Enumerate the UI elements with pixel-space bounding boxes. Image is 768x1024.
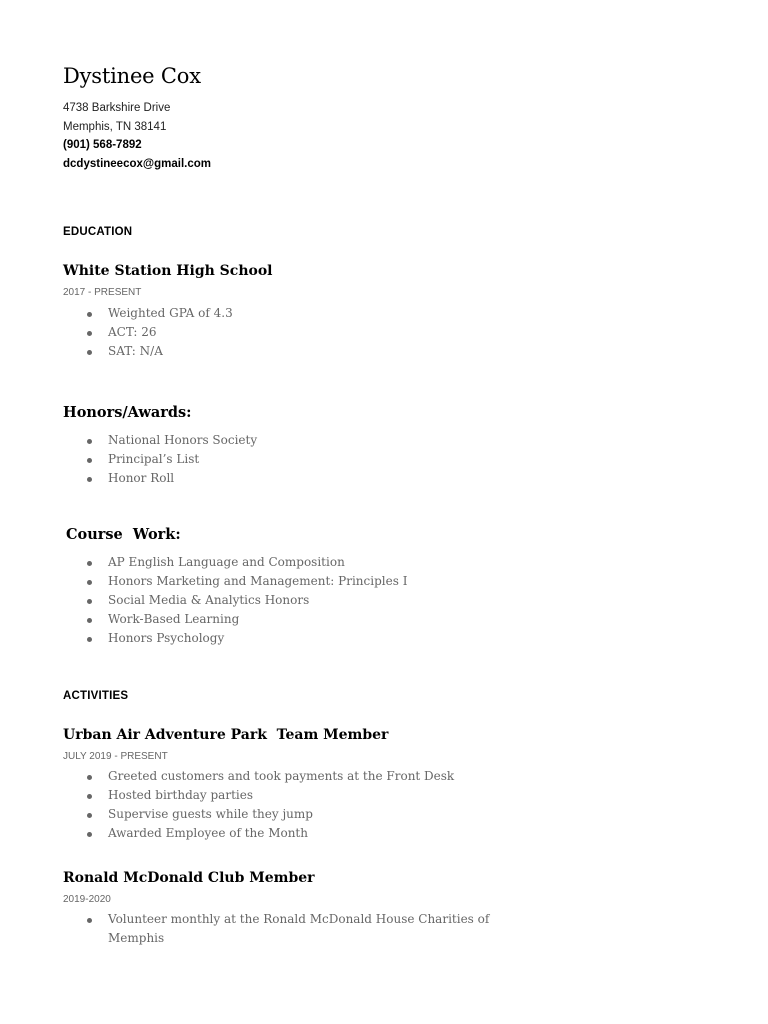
coursework-block	[63, 525, 498, 648]
list-item: ACT: 26	[63, 323, 498, 342]
bullet-icon	[87, 599, 92, 604]
coursework-bullet-list	[63, 553, 498, 648]
list-item: Social Media & Analytics Honors	[63, 591, 498, 610]
bullet-icon	[87, 637, 92, 642]
list-item: Awarded Employee of the Month	[63, 824, 498, 843]
bullet-icon	[87, 312, 92, 317]
activities-section-title: ACTIVITIES	[63, 690, 129, 702]
address-line-1: 4738 Barkshire Drive	[63, 102, 171, 114]
list-item: National Honors Society	[63, 431, 498, 450]
bullet-icon	[87, 477, 92, 482]
bullet-icon	[87, 458, 92, 463]
honors-bullet-list	[63, 431, 498, 488]
list-item: Volunteer monthly at the Ronald McDonald House Charities of Memphis	[63, 910, 498, 948]
education-section-title: EDUCATION	[63, 226, 133, 238]
bullet-icon	[87, 618, 92, 623]
activity-entry-urban-air	[63, 725, 498, 843]
bullet-icon	[87, 794, 92, 799]
bullet-icon	[87, 439, 92, 444]
activity-title: Urban Air Adventure Park Team Member	[63, 727, 389, 743]
resume-header	[63, 61, 211, 173]
bullet-icon	[87, 832, 92, 837]
bullet-icon	[87, 580, 92, 585]
bullet-icon	[87, 813, 92, 818]
bullet-icon	[87, 561, 92, 566]
activity-entry-ronald-mcdonald	[63, 868, 498, 948]
list-item: Weighted GPA of 4.3	[63, 304, 498, 323]
bullet-icon	[87, 350, 92, 355]
honors-title: Honors/Awards:	[63, 404, 192, 421]
list-item: Principal’s List	[63, 450, 498, 469]
address-line-2: Memphis, TN 38141	[63, 120, 167, 133]
activity-dates: 2019-2020	[63, 894, 111, 905]
school-name: White Station High School	[63, 263, 273, 279]
list-item: SAT: N/A	[63, 342, 498, 361]
list-item: Work-Based Learning	[63, 610, 498, 629]
bullet-icon	[87, 918, 92, 923]
activity-dates: JULY 2019 - PRESENT	[63, 751, 168, 762]
list-item: Honors Psychology	[63, 629, 498, 648]
bullet-icon	[87, 775, 92, 780]
phone-number: (901) 568-7892	[63, 139, 142, 151]
list-item: Hosted birthday parties	[63, 786, 498, 805]
education-dates: 2017 - PRESENT	[63, 287, 142, 298]
activity-title: Ronald McDonald Club Member	[63, 870, 315, 886]
education-entry	[63, 261, 498, 361]
applicant-name: Dystinee Cox	[63, 64, 201, 88]
list-item: Greeted customers and took payments at the Front Desk	[63, 767, 498, 786]
email-address: dcdystineecox@gmail.com	[63, 157, 211, 170]
list-item: AP English Language and Composition	[63, 553, 498, 572]
honors-block	[63, 403, 498, 488]
list-item: Honor Roll	[63, 469, 498, 488]
activity-bullet-list	[63, 767, 498, 843]
coursework-title: Course Work:	[66, 526, 181, 543]
list-item: Supervise guests while they jump	[63, 805, 498, 824]
education-bullet-list	[63, 304, 498, 361]
activity-bullet-list	[63, 910, 498, 948]
list-item: Honors Marketing and Management: Principles I	[63, 572, 498, 591]
bullet-icon	[87, 331, 92, 336]
